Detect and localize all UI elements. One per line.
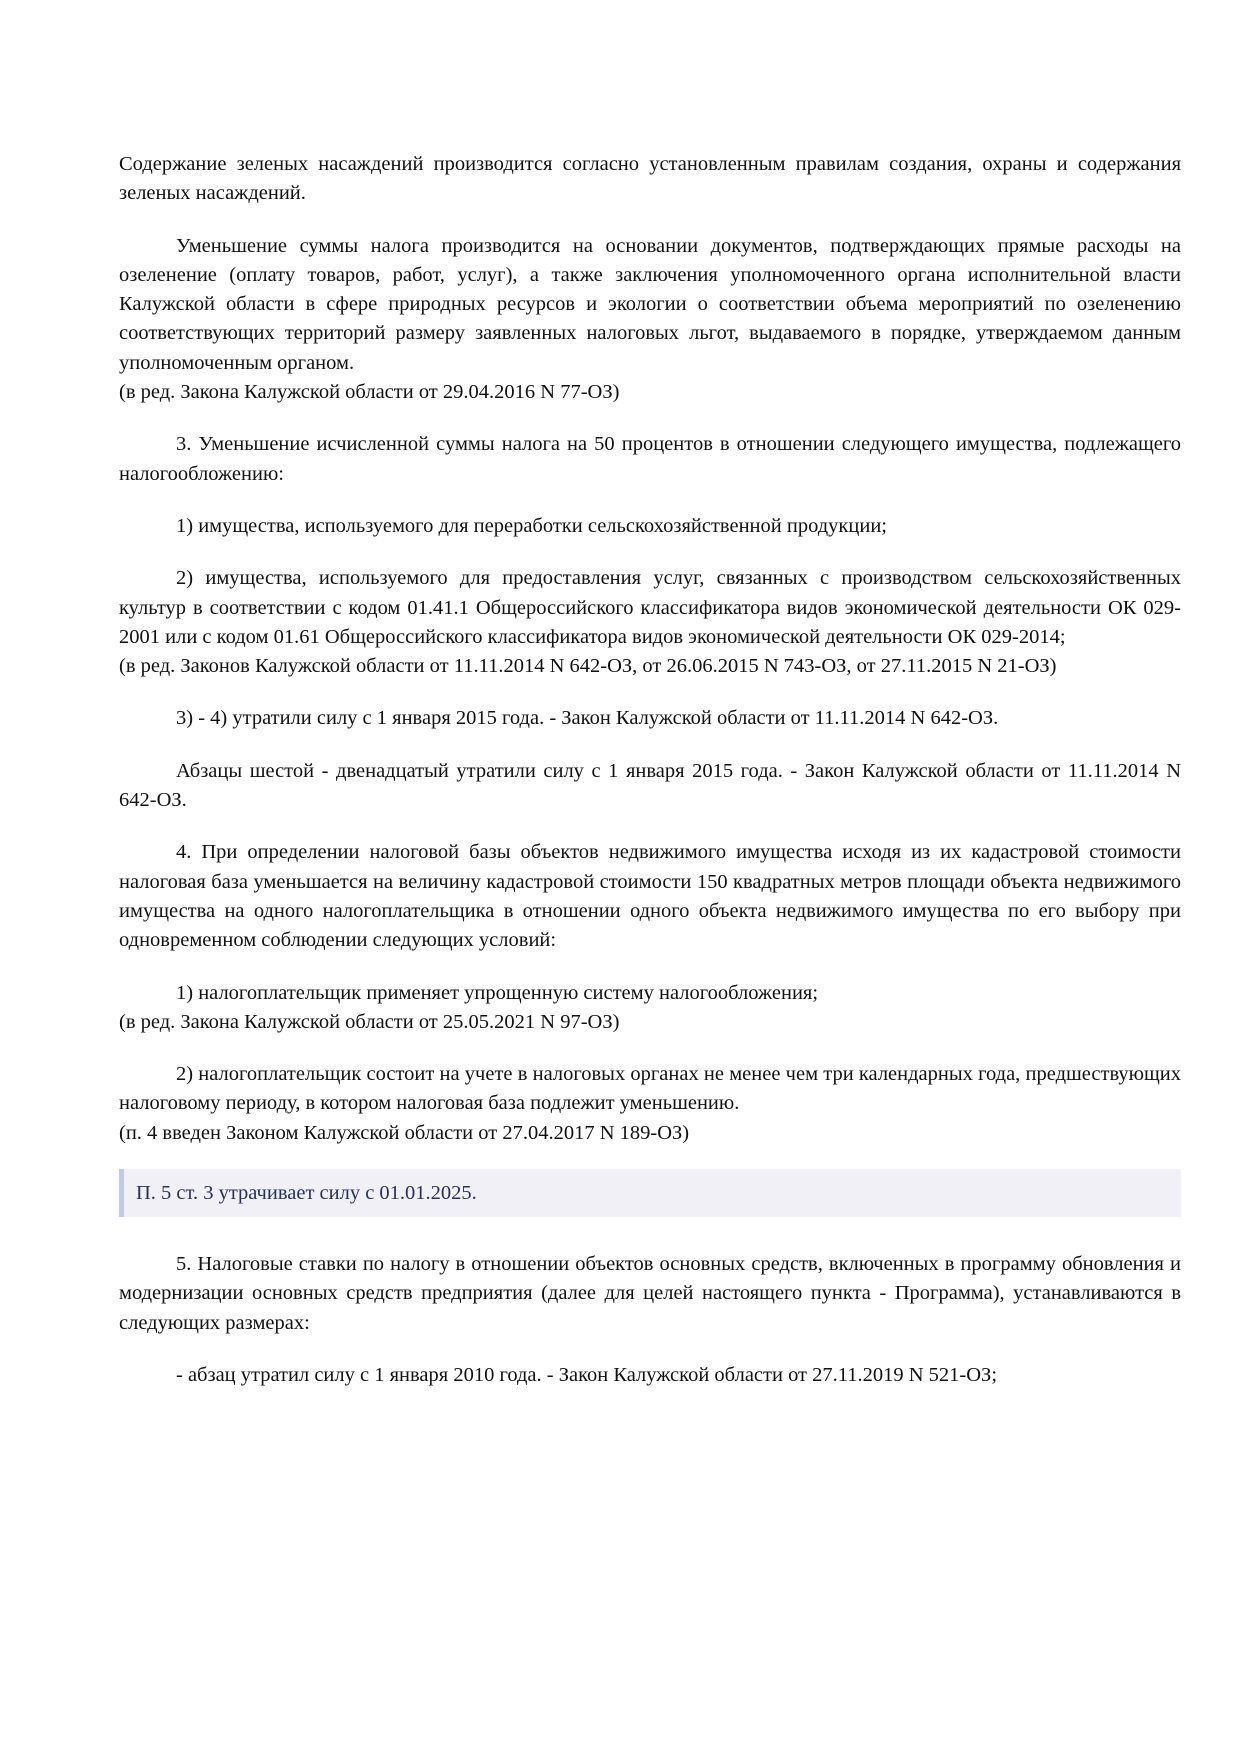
amendment-reference: (п. 4 введен Законом Калужской области от 27.04.2017 N 189-ОЗ) [119, 1121, 690, 1144]
amendment-reference: (в ред. Закона Калужской области от 25.05.2021 N 97-ОЗ) [119, 1010, 620, 1033]
paragraph: 4. При определении налоговой базы объектов недвижимого имущества исходя из их кадастровой стоимости налоговая база уменьшается на величину кадастровой стоимости 150 квадратных метров площади объекта недвижимого имущества на одного налогоплательщика в отношении одного объекта недвижимого имущества по его выбору при одновременном соблюдении следующих условий: [119, 841, 1181, 952]
list-item: - абзац утратил силу с 1 января 2010 года. - Закон Калужской области от 27.11.2019 N 521-ОЗ; [176, 1363, 998, 1386]
paragraph: 3. Уменьшение исчисленной суммы налога на 50 процентов в отношении следующего имущества, подлежащего налогообложению: [119, 433, 1181, 485]
expiry-notice: П. 5 ст. 3 утрачивает силу с 01.01.2025. [119, 1169, 1181, 1217]
paragraph: Уменьшение суммы налога производится на основании документов, подтверждающих прямые расходы на озеленение (оплату товаров, работ, услуг), а также заключения уполномоченного органа исполнительной власти Калужской области в сфере природных ресурсов и экологии о соответствии объема мероприятий по озеленению соответствующих территорий размеру заявленных налоговых льгот, выдаваемого в порядке, утверждаемом данным уполномоченным органом. [119, 234, 1181, 374]
list-item: 1) налогоплательщик применяет упрощенную систему налогообложения; [176, 981, 819, 1004]
amendment-reference: (в ред. Закона Калужской области от 29.04.2016 N 77-ОЗ) [119, 381, 620, 404]
paragraph: Абзацы шестой - двенадцатый утратили силу с 1 января 2015 года. - Закон Калужской области от 11.11.2014 N 642-ОЗ. [119, 759, 1181, 812]
paragraph: Содержание зеленых насаждений производится согласно установленным правилам создания, охраны и содержания зеленых насаждений. [119, 153, 1181, 205]
list-item: 2) налогоплательщик состоит на учете в налоговых органах не менее чем три календарных года, предшествующих налоговому периоду, в котором налоговая база подлежит уменьшению. [119, 1063, 1181, 1115]
list-item: 2) имущества, используемого для предоставления услуг, связанных с производством сельскохозяйственных культур в соответствии с кодом 01.41.1 Общероссийского классификатора видов экономической деятельности ОК 029-2001 или с кодом 01.61 Общероссийского классификатора видов экономической деятельности ОК 029-2014; [119, 567, 1181, 648]
list-item: 1) имущества, используемого для переработки сельскохозяйственной продукции; [176, 514, 887, 537]
amendment-reference: (в ред. Законов Калужской области от 11.11.2014 N 642-ОЗ, от 26.06.2015 N 743-ОЗ, от 27.11.2015 N 21-ОЗ) [119, 655, 1057, 678]
paragraph: 5. Налоговые ставки по налогу в отношении объектов основных средств, включенных в программу обновления и модернизации основных средств предприятия (далее для целей настоящего пункта - Программа), устанавливаются в следующих размерах: [119, 1253, 1181, 1334]
document-page [119, 150, 1181, 1413]
list-item: 3) - 4) утратили силу с 1 января 2015 года. - Закон Калужской области от 11.11.2014 N 642-ОЗ. [176, 707, 999, 730]
